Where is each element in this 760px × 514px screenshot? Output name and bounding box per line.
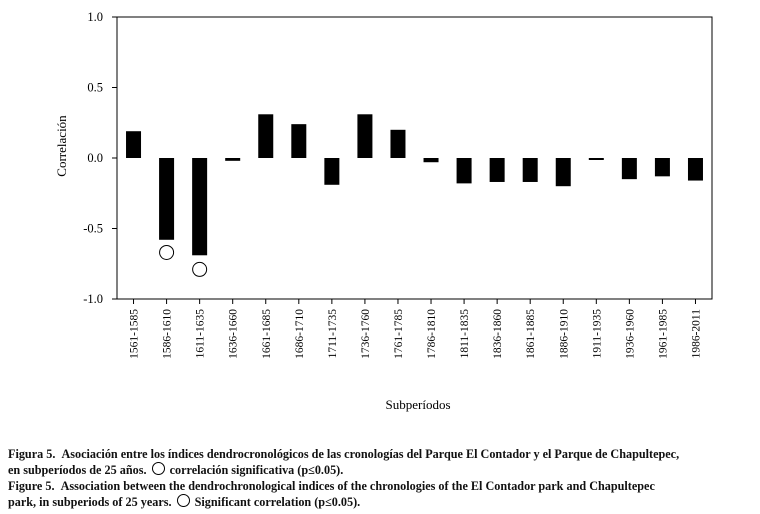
- circle-marker-icon: [177, 494, 190, 507]
- bar-1636-1660: [225, 158, 240, 161]
- bar-1936-1960: [622, 158, 637, 179]
- x-tick-label: 1561-1585: [128, 309, 141, 359]
- x-tick-label: 1886-1910: [558, 309, 571, 359]
- bar-1961-1985: [655, 158, 670, 176]
- x-tick-label: 1836-1860: [492, 309, 505, 359]
- significance-circle-icon: [193, 262, 207, 276]
- x-tick-label: 1786-1810: [426, 309, 439, 359]
- caption-en-line2b: Significant correlation (p≤0.05).: [194, 495, 361, 509]
- x-tick-labels: [129, 309, 703, 359]
- bar-1561-1585: [126, 131, 141, 158]
- y-tick-labels: [83, 10, 103, 306]
- x-tick-label: 1611-1635: [194, 309, 207, 359]
- x-tick-label: 1986-2011: [690, 309, 703, 359]
- y-tick-label: -1.0: [83, 292, 103, 306]
- x-tick-label: 1936-1960: [624, 309, 637, 359]
- bar-1761-1785: [390, 130, 405, 158]
- caption-es-line2a: en subperíodos de 25 años.: [8, 463, 147, 477]
- x-tick-label: 1961-1985: [657, 309, 670, 359]
- x-tick-label: 1736-1760: [359, 309, 372, 359]
- caption-es-line1: Asociación entre los índices dendrocronológicos de las cronologías del Parque El Contador y el Parque de Chapultepec,: [61, 447, 680, 461]
- bar-1711-1735: [324, 158, 339, 185]
- bar-1836-1860: [490, 158, 505, 182]
- x-axis-label: Subperíodos: [385, 397, 451, 412]
- chart-bars: [126, 114, 703, 255]
- caption-es-line2b: correlación significativa (p≤0.05).: [169, 463, 344, 477]
- x-tick-label: 1636-1660: [227, 309, 240, 359]
- y-tick-label: 1.0: [87, 10, 103, 24]
- x-tick-label: 1711-1735: [326, 309, 339, 359]
- bar-1736-1760: [357, 114, 372, 158]
- y-tick-label: 0.0: [87, 151, 103, 165]
- y-axis-label: Correlación: [54, 115, 69, 177]
- x-tick-label: 1661-1685: [260, 309, 273, 359]
- x-tick-label: 1811-1835: [459, 309, 472, 359]
- bar-1811-1835: [457, 158, 472, 183]
- bar-1986-2011: [688, 158, 703, 181]
- caption-en-line1: Association between the dendrochronological indices of the chronologies of the El Contador park and Chapultepec: [60, 479, 655, 493]
- bar-1611-1635: [192, 158, 207, 255]
- bar-1886-1910: [556, 158, 571, 186]
- bar-1786-1810: [424, 158, 439, 162]
- x-tick-label: 1686-1710: [293, 309, 306, 359]
- bar-1586-1610: [159, 158, 174, 240]
- bar-1686-1710: [291, 124, 306, 158]
- bar-1861-1885: [523, 158, 538, 182]
- caption-es-lead: Figura 5.: [8, 447, 56, 461]
- y-tick-label: 0.5: [87, 80, 103, 95]
- circle-marker-icon: [152, 462, 165, 475]
- figure-caption-en: [8, 478, 758, 510]
- caption-en-lead: Figure 5.: [8, 479, 55, 493]
- significance-circle-icon: [160, 245, 174, 259]
- x-tick-label: 1861-1885: [525, 309, 538, 359]
- x-tick-label: 1586-1610: [161, 309, 174, 359]
- y-tick-label: -0.5: [83, 221, 103, 236]
- bar-1911-1935: [589, 158, 604, 160]
- x-tick-label: 1911-1935: [591, 309, 604, 359]
- caption-en-line2a: park, in subperiods of 25 years.: [8, 495, 172, 509]
- x-tick-label: 1761-1785: [392, 309, 405, 359]
- bar-1661-1685: [258, 114, 273, 158]
- figure-caption-es: [8, 446, 758, 478]
